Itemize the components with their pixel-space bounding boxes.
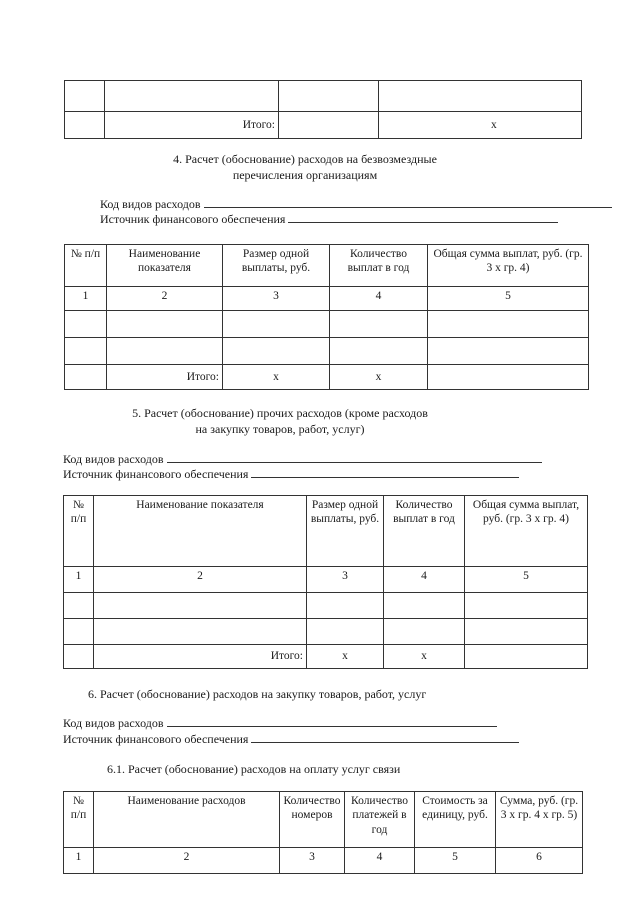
table-total-row: [64, 645, 588, 669]
total-label: Итого:: [105, 112, 279, 139]
table-row: [64, 619, 588, 645]
section5-code-line: Код видов расходов: [63, 452, 542, 467]
table-header-row: № п/п Наименование показателя Размер одной выплаты, руб. Количество выплат в год Общая сумма выплат, руб. (гр. 3 х гр. 4): [64, 496, 588, 567]
section4-table: [64, 244, 589, 390]
total-x: x: [307, 645, 384, 669]
table-total-row: [65, 365, 589, 390]
section4-title: 4. Расчет (обоснование) расходов на безвозмездные перечисления организациям: [173, 152, 437, 183]
total-label: Итого:: [94, 645, 307, 669]
total-x: x: [379, 112, 582, 139]
section61-table: [63, 791, 583, 874]
section5-table: [63, 495, 588, 669]
section4-code-line: Код видов расходов: [100, 197, 612, 212]
total-x: x: [384, 645, 465, 669]
total-x: x: [330, 365, 428, 390]
section5-title: 5. Расчет (обоснование) прочих расходов (кроме расходов на закупку товаров, работ, услуг): [132, 406, 428, 437]
section61-title: 6.1. Расчет (обоснование) расходов на оплату услуг связи: [107, 762, 401, 776]
section5-source-line: Источник финансового обеспечения: [63, 467, 519, 482]
section6-source-line: Источник финансового обеспечения: [63, 732, 519, 747]
table-continued: [64, 80, 582, 139]
section6-title: 6. Расчет (обоснование) расходов на закупку товаров, работ, услуг: [88, 687, 427, 701]
total-label: Итого:: [107, 365, 223, 390]
table-number-row: 1 2 3 4 5 6: [64, 848, 583, 874]
section4-source-line: Источник финансового обеспечения: [100, 212, 558, 227]
table-row: [65, 81, 582, 112]
table-row: [65, 311, 589, 338]
table-total-row: [65, 112, 582, 139]
table-row: [64, 593, 588, 619]
table-row: [65, 338, 589, 365]
section6-code-line: Код видов расходов: [63, 716, 497, 731]
total-x: x: [223, 365, 330, 390]
table-number-row: 1 2 3 4 5: [65, 287, 589, 311]
table-number-row: 1 2 3 4 5: [64, 567, 588, 593]
table-header-row: № п/п Наименование показателя Размер одной выплаты, руб. Количество выплат в год Общая сумма выплат, руб. (гр. 3 х гр. 4): [65, 245, 589, 287]
table-header-row: № п/п Наименование расходов Количество номеров Количество платежей в год Стоимость за единицу, руб. Сумма, руб. (гр. 3 х гр. 4 х гр. 5): [64, 792, 583, 848]
